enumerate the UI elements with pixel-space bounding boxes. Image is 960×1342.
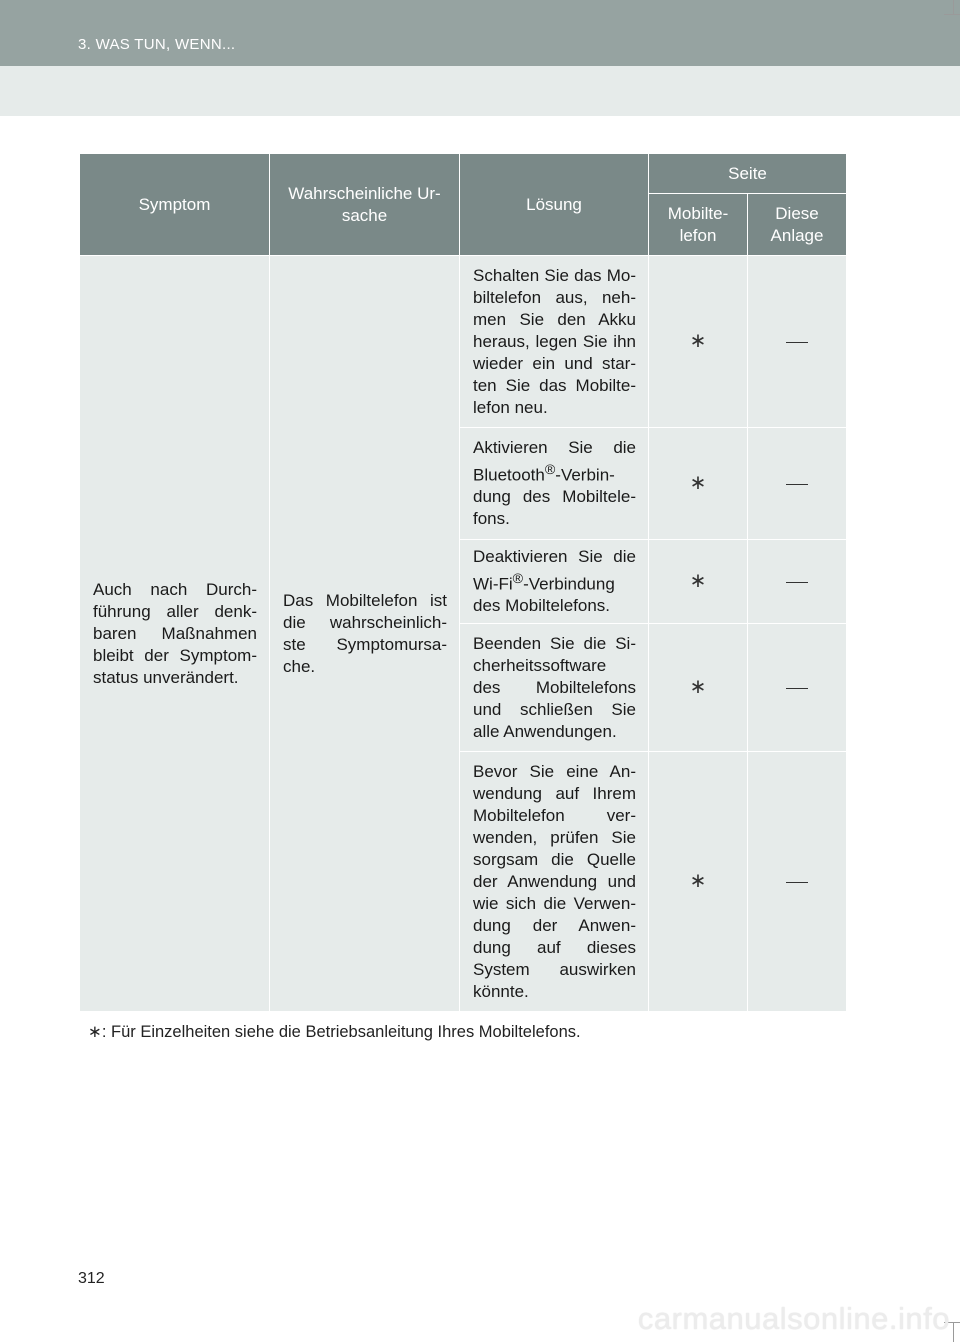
system-ref-cell — [748, 256, 847, 428]
phone-ref-cell — [649, 624, 748, 752]
header-page: Seite — [649, 154, 847, 194]
section-bar — [0, 0, 960, 66]
phone-ref-cell — [649, 428, 748, 540]
footnote: ∗: Für Einzelheiten siehe die Betriebsanleitung Ihres Mobiltelefons. — [88, 1023, 581, 1041]
system-ref-cell — [748, 540, 847, 624]
dash-mark — [786, 882, 808, 883]
dash-mark — [786, 342, 808, 343]
asterisk-mark: ∗ — [689, 870, 707, 892]
page-number: 312 — [78, 1270, 105, 1287]
troubleshooting-table — [79, 153, 847, 1012]
system-ref-cell — [748, 752, 847, 1012]
header-system: Diese Anlage — [748, 194, 847, 256]
crop-mark — [953, 0, 954, 14]
header-phone: Mobilte-lefon — [649, 194, 748, 256]
solution-cell: Bevor Sie eine An-wendung auf Ihrem Mobiltelefon ver-wenden, prüfen Sie sorgsam die Quelle der Anwendung und wie sich die Verwen-dung der Anwen-dung auf dieses System auswirken könnte. — [460, 752, 649, 1012]
solution-text: Aktivieren Sie die Bluetooth — [473, 437, 636, 485]
solution-cell — [460, 540, 649, 624]
header-symptom: Symptom — [80, 154, 270, 256]
asterisk-mark: ∗ — [689, 570, 707, 592]
registered-mark: ® — [512, 570, 524, 587]
asterisk-mark: ∗ — [689, 472, 707, 494]
phone-ref-cell — [649, 540, 748, 624]
phone-ref-cell — [649, 752, 748, 1012]
cause-cell: Das Mobiltelefon ist die wahrscheinlich-ste Symptomursa-che. — [270, 256, 460, 1012]
solution-cell: Beenden Sie die Si-cherheitssoftware des Mobiltelefons und schließen Sie alle Anwendungen. — [460, 624, 649, 752]
asterisk-mark: ∗ — [689, 330, 707, 352]
system-ref-cell — [748, 624, 847, 752]
dash-mark — [786, 484, 808, 485]
asterisk-mark: ∗ — [689, 676, 707, 698]
solution-text: -Verbin-dung des Mobiltele-fons. — [473, 465, 636, 529]
solution-text: Deaktivieren Sie die Wi-Fi — [473, 546, 636, 594]
phone-ref-cell — [649, 256, 748, 428]
symptom-cell: Auch nach Durch-führung aller denk-baren Maßnahmen bleibt der Symptom-status unverändert. — [80, 256, 270, 1012]
system-ref-cell — [748, 428, 847, 540]
watermark: carmanualsonline.info — [637, 1301, 950, 1336]
dash-mark — [786, 688, 808, 689]
dash-mark — [786, 582, 808, 583]
solution-cell: Schalten Sie das Mo-biltelefon aus, neh-men Sie den Akku heraus, legen Sie ihn wieder ein und star-ten Sie das Mobilte-lefon neu. — [460, 256, 649, 428]
header-cause: Wahrscheinliche Ur-sache — [270, 154, 460, 256]
section-title: 3. WAS TUN, WENN... — [78, 36, 236, 53]
registered-mark: ® — [544, 461, 556, 478]
solution-cell — [460, 428, 649, 540]
header-solution: Lösung — [460, 154, 649, 256]
crop-mark — [944, 14, 960, 15]
solution-text: -Verbindung des Mobiltelefons. — [473, 574, 615, 616]
crop-mark — [953, 1323, 954, 1342]
